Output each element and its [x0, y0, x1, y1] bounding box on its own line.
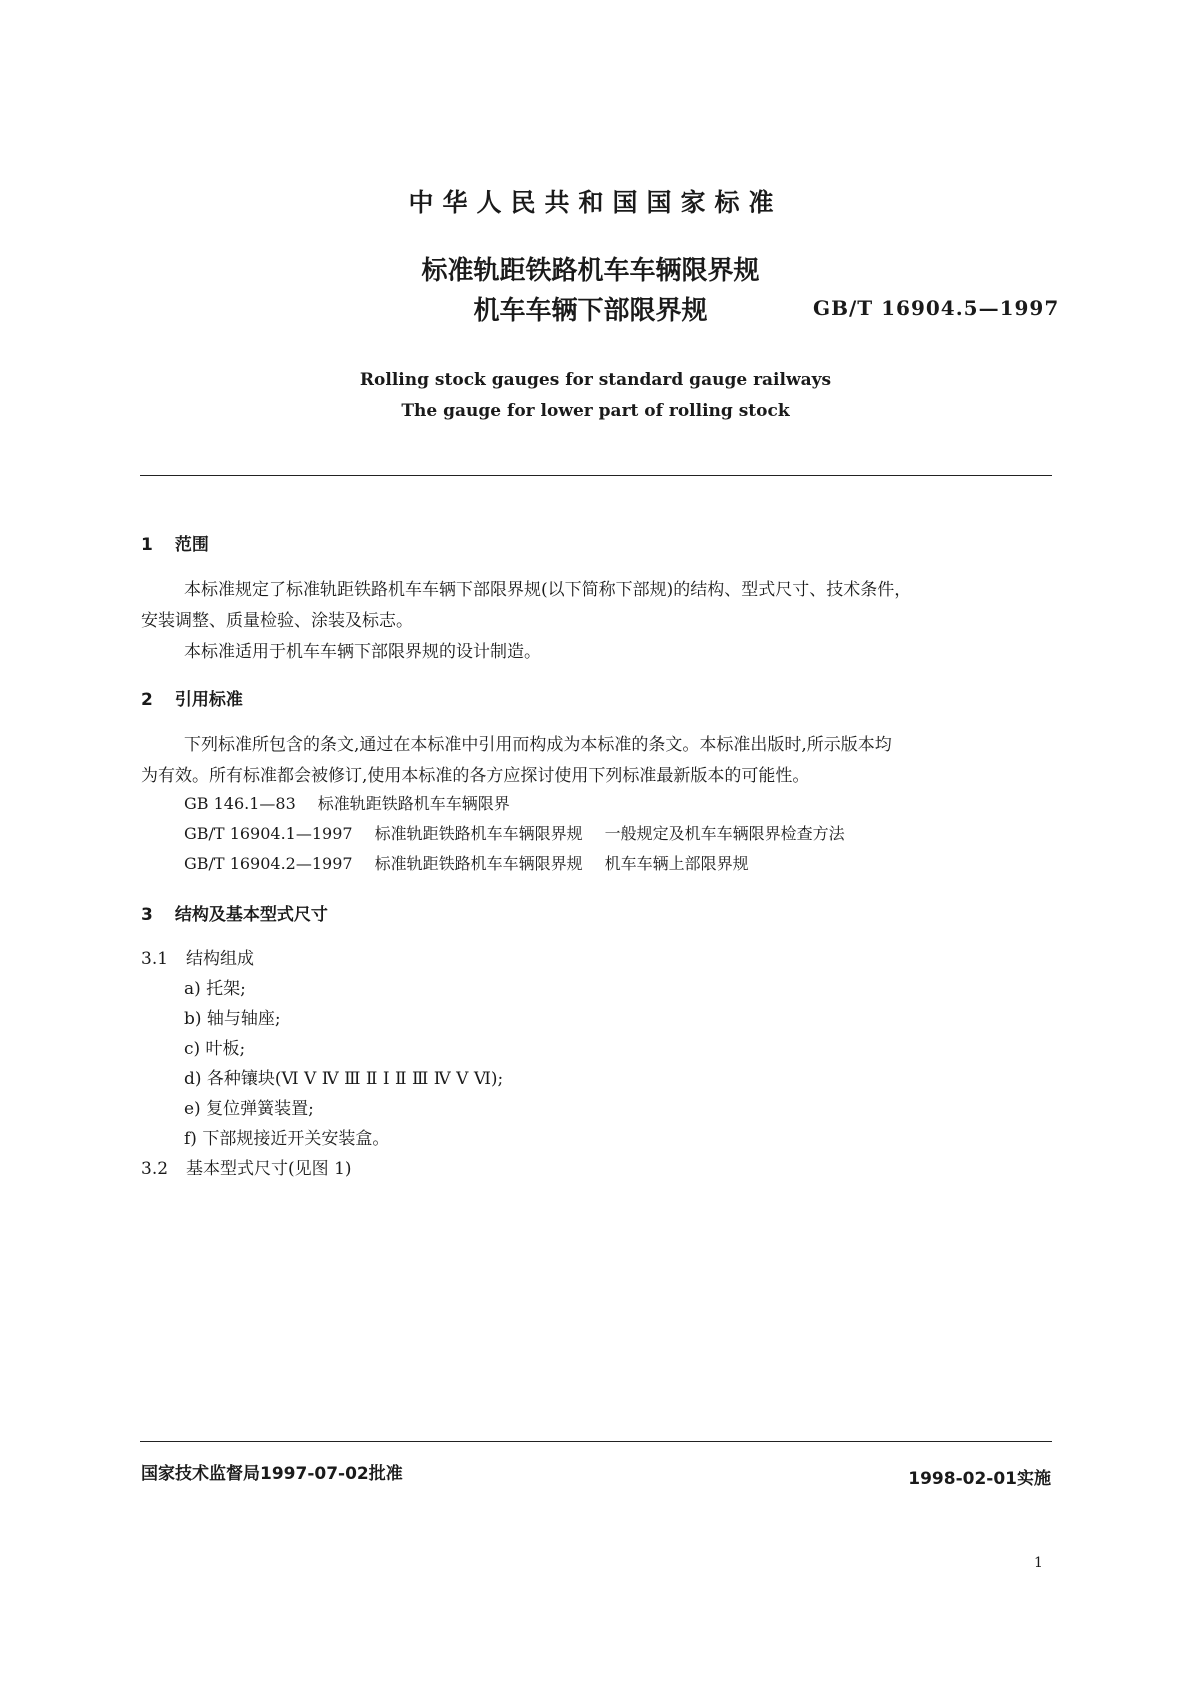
implementation-date: 1998-02-01实施 — [908, 1469, 1051, 1489]
page-number: 1 — [1034, 1555, 1043, 1571]
reference-code: GB/T 16904.2—1997 — [184, 854, 353, 873]
section-title: 结构及基本型式尺寸 — [174, 905, 328, 925]
subsection-3-1-heading — [141, 944, 254, 969]
title-en-line1: Rolling stock gauges for standard gauge railways — [359, 370, 832, 390]
reference-code: GB 146.1—83 — [184, 794, 296, 813]
approval-statement: 国家技术监督局1997-07-02批准 — [141, 1464, 403, 1484]
scope-paragraph-2: 本标准适用于机车车辆下部限界规的设计制造。 — [184, 642, 541, 662]
subsection-number: 3.2 — [141, 1159, 169, 1179]
title-en-line2: The gauge for lower part of rolling stock — [401, 401, 790, 421]
list-item: a) 托架; — [184, 979, 246, 999]
reference-code: GB/T 16904.1—1997 — [184, 824, 353, 843]
list-item: e) 复位弹簧装置; — [184, 1099, 314, 1119]
section-title: 范围 — [174, 535, 209, 555]
section-number: 2 — [141, 690, 153, 710]
standard-code: GB/T 16904.5—1997 — [813, 296, 1060, 320]
reference-subtitle: 一般规定及机车车辆限界检查方法 — [604, 824, 845, 843]
section-number: 3 — [141, 905, 153, 925]
reference-item — [184, 851, 749, 874]
subsection-title: 基本型式尺寸(见图 1) — [186, 1159, 352, 1179]
references-paragraph-line1: 下列标准所包含的条文,通过在本标准中引用而构成为本标准的条文。本标准出版时,所示版本均 — [184, 735, 892, 755]
section-title: 引用标准 — [174, 690, 243, 710]
reference-subtitle: 机车车辆上部限界规 — [604, 854, 749, 873]
subsection-number: 3.1 — [141, 949, 169, 969]
references-paragraph-line2: 为有效。所有标准都会被修订,使用本标准的各方应探讨使用下列标准最新版本的可能性。 — [141, 766, 810, 786]
title-cn-line1: 标准轨距铁路机车车辆限界规 — [421, 256, 760, 286]
list-item: f) 下部规接近开关安装盒。 — [184, 1129, 390, 1149]
title-cn-line2: 机车车辆下部限界规 — [473, 296, 708, 326]
subsection-3-2-heading — [141, 1154, 352, 1179]
list-item: d) 各种镶块(Ⅵ Ⅴ Ⅳ Ⅲ Ⅱ Ⅰ Ⅱ Ⅲ Ⅳ Ⅴ Ⅵ); — [184, 1069, 504, 1089]
reference-item — [184, 821, 845, 844]
reference-item — [184, 791, 510, 814]
reference-title: 标准轨距铁路机车车辆限界 — [317, 794, 510, 813]
list-item: b) 轴与轴座; — [184, 1009, 281, 1029]
scope-paragraph-line1: 本标准规定了标准轨距铁路机车车辆下部限界规(以下简称下部规)的结构、型式尺寸、技术条件， — [184, 580, 912, 600]
reference-title: 标准轨距铁路机车车辆限界规 — [374, 824, 583, 843]
section-3-heading — [141, 900, 328, 925]
section-2-heading — [141, 685, 243, 710]
reference-title: 标准轨距铁路机车车辆限界规 — [374, 854, 583, 873]
section-number: 1 — [141, 535, 153, 555]
national-standard-heading: 中华人民共和国国家标准 — [408, 188, 783, 217]
footer-divider — [140, 1441, 1052, 1442]
scope-paragraph-line2: 安装调整、质量检验、涂装及标志。 — [141, 611, 413, 631]
header-divider — [140, 475, 1052, 476]
section-1-heading — [141, 530, 209, 555]
list-item: c) 叶板; — [184, 1039, 246, 1059]
subsection-title: 结构组成 — [186, 949, 255, 969]
